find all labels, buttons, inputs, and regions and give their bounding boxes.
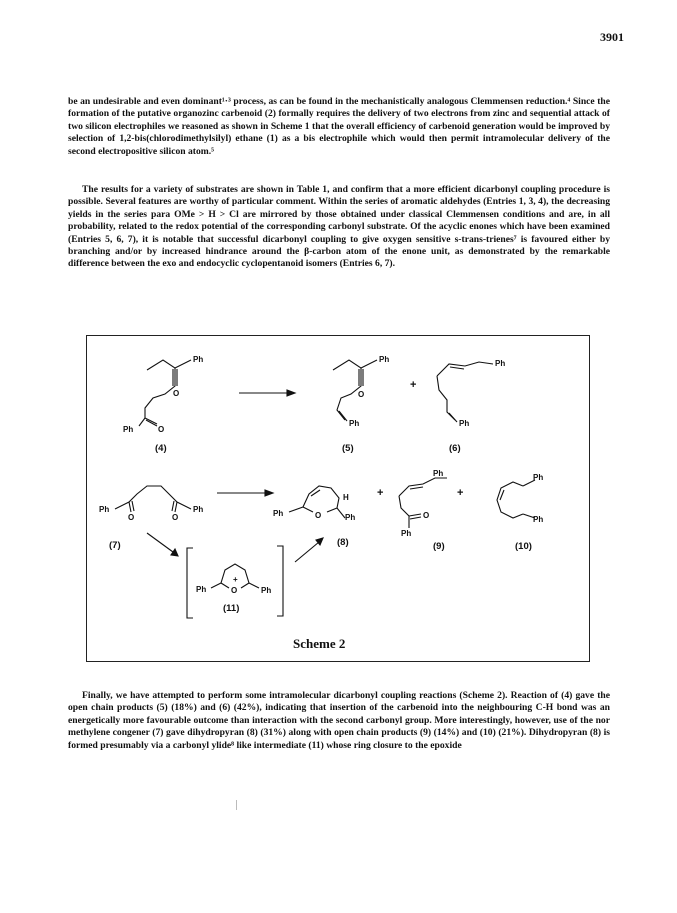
- structure-5: [333, 360, 377, 421]
- scheme-drawing: [87, 336, 591, 663]
- atom-label: O: [358, 390, 365, 399]
- compound-label-8: (8): [337, 537, 349, 548]
- compound-label-4: (4): [155, 443, 167, 454]
- atom-label: Ph: [193, 505, 204, 514]
- atom-label: Ph: [345, 513, 356, 522]
- atom-label: O: [128, 513, 135, 522]
- atom-label: Ph: [193, 355, 204, 364]
- compound-label-10: (10): [515, 541, 532, 552]
- atom-label: Ph: [123, 425, 134, 434]
- structure-7: [115, 486, 191, 512]
- atom-label: Ph: [99, 505, 110, 514]
- atom-label: Ph: [379, 355, 390, 364]
- plus-sign: +: [377, 487, 384, 499]
- compound-label-9: (9): [433, 541, 445, 552]
- reaction-arrow: [295, 542, 319, 562]
- structure-6: [437, 362, 493, 422]
- reaction-arrow: [147, 533, 173, 552]
- atom-label: O: [231, 586, 238, 595]
- reaction-arrowhead: [265, 490, 273, 496]
- plus-sign: +: [457, 487, 464, 499]
- reaction-arrowhead: [287, 390, 295, 396]
- bracket-left: [187, 548, 193, 618]
- plus-sign: +: [410, 379, 417, 391]
- scheme-2-figure: [86, 335, 590, 662]
- compound-label-6: (6): [449, 443, 461, 454]
- atom-label: Ph: [533, 473, 544, 482]
- paragraph-2: The results for a variety of substrates are shown in Table 1, and confirm that a more efficient dicarbonyl coupling procedure is possible. Several features are worthy of particular comment. Within the series of aromatic aldehydes (Entries 1, 3, 4), the decreasing yields in the series para OMe > H > Cl are mirrored by those obtained under classical Clemmensen conditions and are, in all probability, related to the redox potential of the corresponding carbonyl substrate. Of the acyclic enones which have been examined (Entries 5, 6, 7), it is notable that successful dicarbonyl coupling to give oxygen sensitive s-trans-trienes⁷ is favoured either by branching and/or by increased hindrance around the β-carbon atom of the enone unit, as demonstrated by the remarkable difference between the exo and endocyclic cyclopentanoid isomers (Entries 6, 7).: [68, 184, 610, 270]
- atom-label: O: [423, 511, 430, 520]
- atom-label: Ph: [433, 469, 444, 478]
- compound-label-5: (5): [342, 443, 354, 454]
- atom-label: O: [158, 425, 165, 434]
- atom-label: Ph: [196, 585, 207, 594]
- scheme-caption: Scheme 2: [293, 636, 346, 651]
- atom-label: Ph: [401, 529, 412, 538]
- scan-mark: [236, 800, 237, 810]
- cation-sign: +: [233, 575, 238, 584]
- atom-label: Ph: [459, 419, 470, 428]
- bracket-right: [277, 546, 283, 616]
- structure-4: [139, 360, 191, 426]
- paragraph-1: be an undesirable and even dominant¹·³ process, as can be found in the mechanistically analogous Clemmensen reduction.⁴ Since the formation of the putative organozinc carbenoid (2) formally requires the delivery of two electrons from zinc and sequential attack of two silicon electrophiles we reasoned as shown in Scheme 1 that the overall efficiency of carbenoid generation would be improved by selection of 1,2-bis(chlorodimethylsilyl) ethane (1) as a bis electrophile which would then permit intramolecular delivery of the second electropositive silicon atom.⁵: [68, 96, 610, 157]
- atom-label: Ph: [261, 586, 272, 595]
- atom-label: Ph: [495, 359, 506, 368]
- atom-label: O: [315, 511, 322, 520]
- atom-label: Ph: [273, 509, 284, 518]
- structure-9: [399, 478, 447, 528]
- structure-10: [497, 480, 535, 518]
- reaction-arrowhead: [171, 549, 178, 556]
- atom-label: Ph: [349, 419, 360, 428]
- atom-label: O: [172, 513, 179, 522]
- atom-label: O: [173, 389, 180, 398]
- compound-label-7: (7): [109, 540, 121, 551]
- atom-label: Ph: [533, 515, 544, 524]
- compound-label-11: (11): [223, 603, 240, 614]
- atom-label: H: [343, 493, 349, 502]
- paragraph-3: Finally, we have attempted to perform some intramolecular dicarbonyl coupling reactions (Scheme 2). Reaction of (4) gave the open chain products (5) (18%) and (6) (42%), indicating that insertion of the carbenoid into the neighbouring C-H bond was an energetically more favourable outcome than interaction with the second carbonyl group. More interestingly, however, use of the nor methylene congener (7) gave dihydropyran (8) (31%) along with open chain products (9) (14%) and (10) (21%). Dihydropyran (8) is formed presumably via a carbonyl ylide⁸ like intermediate (11) whose ring closure to the epoxide: [68, 690, 610, 751]
- page-number: 3901: [600, 30, 624, 44]
